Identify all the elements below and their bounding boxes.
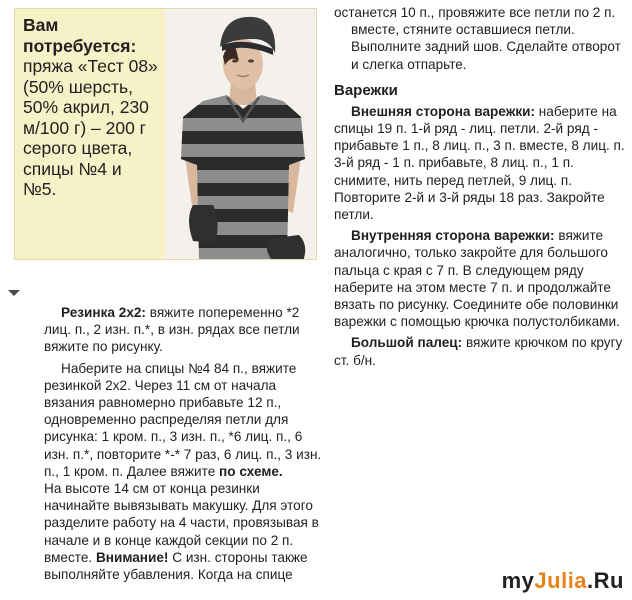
model-photo xyxy=(165,9,317,260)
attention-label: Внимание! xyxy=(95,549,169,565)
outer-side-label: Внешняя сторона варежки: xyxy=(351,103,536,119)
rib-paragraph xyxy=(44,304,326,356)
inner-side-text: вяжите аналогично, только закройте для большого пальца с края с 7 п. В следующем ряду наберите на этом месте 7 п. и продолжайте вязать по рисунку. Соедините обе половинки варежки с помощью крючка полустолбиками. xyxy=(334,228,620,330)
crown-paragraph xyxy=(44,480,326,583)
cast-on-text: Наберите на спицы №4 84 п., вяжите резинкой 2х2. Через 11 см от начала вязания равномерно прибавьте 12 п., одновременно распределяя петли для рисунка: 1 кром. п., 3 изн. п., *6 лиц. п., 6 изн. п.*, повторите *-* 7 раз, 6 лиц. п., 3 изн. п., 1 кром. п. Далее вяжите xyxy=(44,360,322,479)
right-column xyxy=(334,4,626,369)
watermark-ru: .Ru xyxy=(587,568,624,593)
rib-text: вяжите попеременно *2 лиц. п., 2 изн. п.*, в изн. рядах все петли вяжите по рисунку. xyxy=(44,305,300,355)
crown-text: На высоте 14 см от конца резинки начинайте вывязывать макушку. Для этого разделите работу на 4 части, провязывая в начале и в конце каждой секции по 2 п. вместе. xyxy=(44,481,319,565)
pattern-label: по схеме. xyxy=(219,463,283,479)
rib-label: Резинка 2х2: xyxy=(61,305,146,320)
outer-side-text: наберите на спицы 19 п. 1-й ряд - лиц. петли. 2-й ряд - прибавьте 1 п., 8 лиц. п., 3 п. вместе, 8 лиц. п. 3-й ряд - 1 п. прибавьте, 8 лиц. п., 1 п. снимите, нить перед петлей, 9 лиц. п. Повторите 2-й и 3-й ряды 18 раз. Закройте петли. xyxy=(334,103,625,223)
watermark-my: my xyxy=(501,568,535,593)
site-watermark xyxy=(502,568,624,594)
crown-rest: С изн. стороны также выполняйте убавления. Когда на спице xyxy=(44,549,308,583)
thumb-text: вяжите крючком по кругу ст. б/н. xyxy=(334,335,623,368)
inner-side-label: Внутренняя сторона варежки: xyxy=(351,228,555,244)
finish-text: останется 10 п., провяжите все петли по 2 п. вместе, стяните оставшиеся петли. Выполните задний шов. Сделайте отворот и слегка отпарьте. xyxy=(334,5,621,72)
thumb-paragraph xyxy=(334,334,626,368)
finish-paragraph xyxy=(334,4,626,73)
materials-panel xyxy=(14,8,317,260)
thumb-label: Большой палец: xyxy=(351,335,463,351)
left-column xyxy=(44,304,326,583)
separator-marker xyxy=(8,290,20,296)
materials-heading: Вам потребуется: xyxy=(23,15,137,56)
outer-side-paragraph xyxy=(334,103,626,223)
cast-on-paragraph xyxy=(44,360,326,480)
mittens-heading: Варежки xyxy=(334,81,398,99)
materials-text xyxy=(23,15,158,200)
materials-description: пряжа «Тест 08» (50% шерсть, 50% акрил, 230 м/100 г) – 200 г серого цвета, спицы №4 и №5. xyxy=(23,56,158,199)
watermark-julia: Julia xyxy=(534,568,588,593)
inner-side-paragraph xyxy=(334,227,626,330)
